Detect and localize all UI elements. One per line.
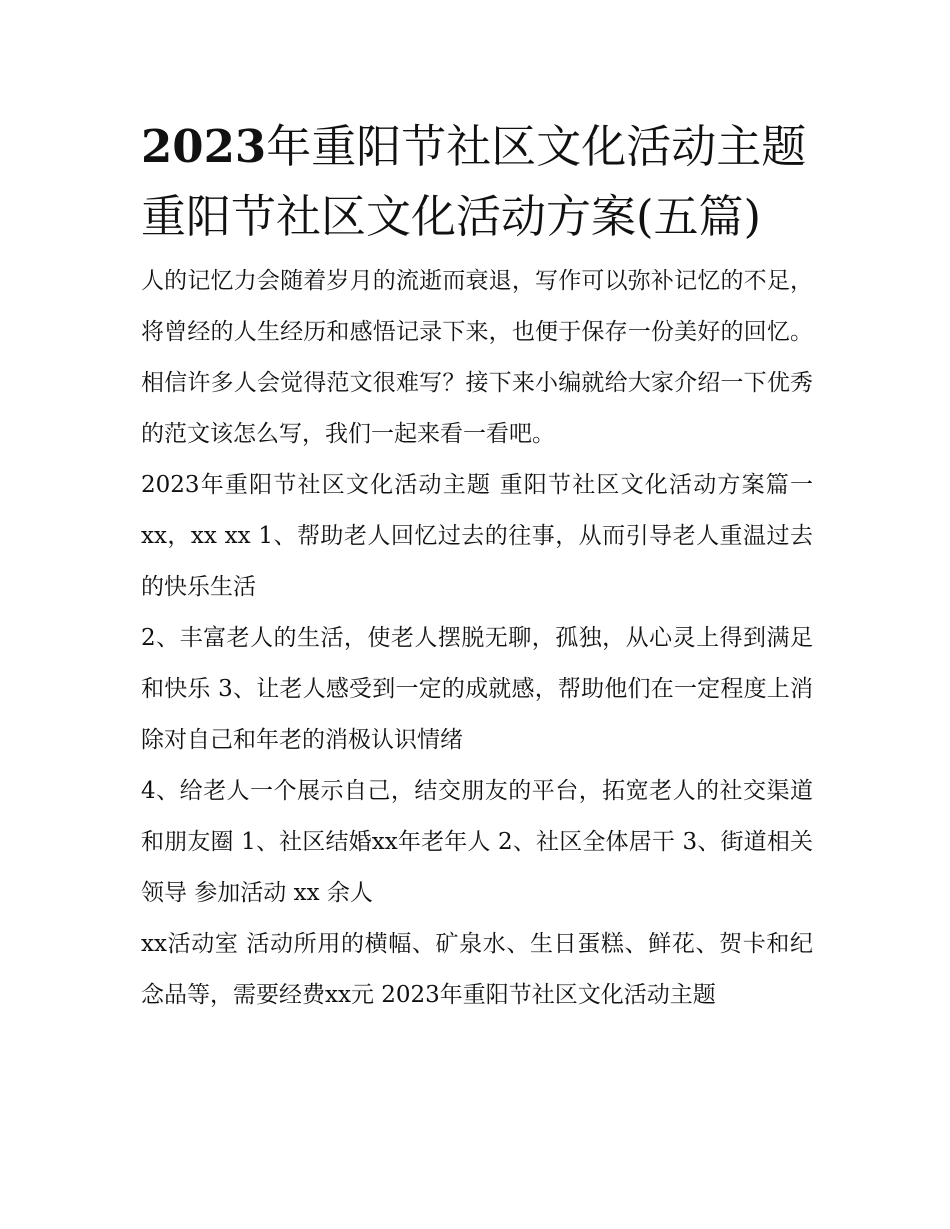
title-year: 2023 [141, 120, 267, 173]
paragraph-4: xx活动室 活动所用的横幅、矿泉水、生日蛋糕、鲜花、贺卡和纪念品等，需要经费xx元 2023年重阳节社区文化活动主题 [141, 931, 813, 1008]
paragraph-1: 2023年重阳节社区文化活动主题 重阳节社区文化活动方案篇一 xx，xx xx 1、帮助老人回忆过去的往事，从而引导老人重温过去的快乐生活 [141, 472, 813, 600]
document-title [141, 112, 813, 252]
title-text: 年重阳节社区文化活动主题 重阳节社区文化活动方案(五篇) [141, 120, 807, 243]
paragraph-intro: 人的记忆力会随着岁月的流逝而衰退，写作可以弥补记忆的不足，将曾经的人生经历和感悟记录下来，也便于保存一份美好的回忆。相信许多人会觉得范文很难写？接下来小编就给大家介绍一下优秀的范文该怎么写，我们一起来看一看吧。 [141, 268, 813, 447]
document-body [141, 112, 813, 1021]
paragraph-3: 4、给老人一个展示自己，结交朋友的平台，拓宽老人的社交渠道和朋友圈 1、社区结婚xx年老年人 2、社区全体居干 3、街道相关领导 参加活动 xx 余人 [141, 778, 813, 906]
paragraph-2: 2、丰富老人的生活，使老人摆脱无聊，孤独，从心灵上得到满足和快乐 3、让老人感受到一定的成就感，帮助他们在一定程度上消除对自己和年老的消极认识情绪 [141, 625, 813, 753]
